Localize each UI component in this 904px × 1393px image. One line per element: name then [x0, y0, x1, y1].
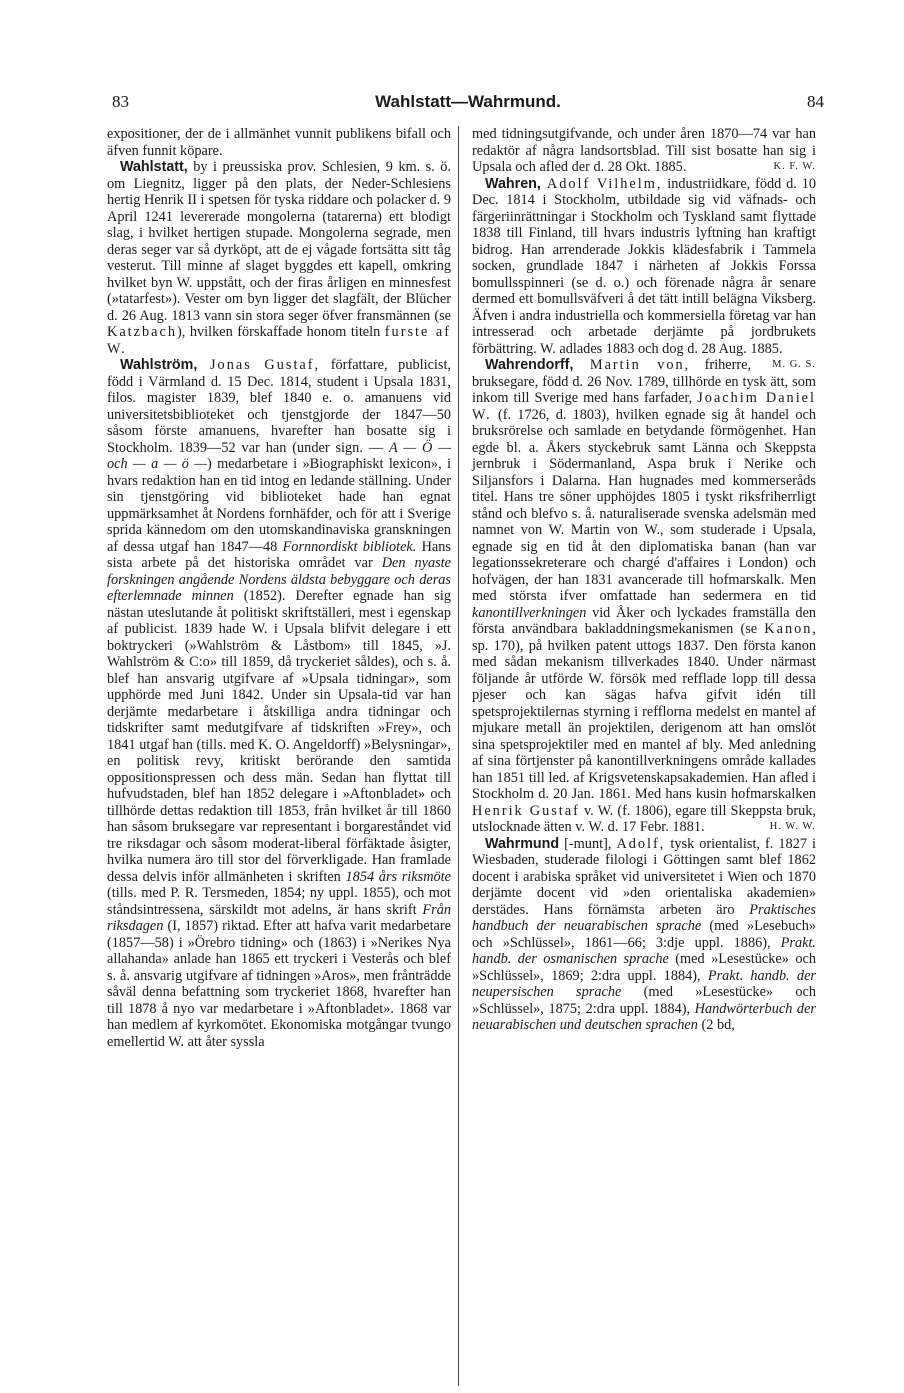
entry-text: med tidningsutgifvande, och under åren 1870—74 var han redaktör af några landsortsblad. Till sist bosatte han sig i Upsala och afled der d. 28 Okt. 1885. [472, 126, 816, 175]
entry-text: vid Åker och lyckades framställa den första användbara bakladdningsmekanismen (se [472, 604, 816, 637]
column-divider [458, 126, 459, 1386]
entry-text: friherre, bruksegare, född d. 26 Nov. 1789, tillhörde en tysk ätt, som inkom till Sverige med hans farfader, [472, 357, 816, 406]
headword: Wahlstatt, [120, 159, 188, 175]
headword: Wahlström, [120, 357, 198, 373]
running-title: Wahlstatt—Wahrmund. [375, 92, 561, 111]
entry-text: ), hvilken förskaffade honom titeln [176, 324, 385, 340]
entry-text: v. W. (f. 1806), egare till Skeppsta bruk, utslocknade ätten v. W. d. 17 Febr. 1881. [472, 802, 816, 835]
entry-text: Hans sista arbete på det historiska området var [107, 538, 451, 571]
work-title: Från riksdagen [107, 901, 451, 934]
continuation-paragraph: expositioner, der de i allmänhet vunnit publikens bifall och äfven funnit köpare. [107, 126, 451, 159]
person-name: Adolf, [616, 835, 666, 852]
person-name: Adolf Vilhelm, [540, 175, 663, 192]
entry-text: (med »Lesestücke» och »Schlüssel», 1875; 2:dra uppl. 1884), [472, 984, 816, 1017]
entry-wahlstrom [107, 357, 451, 1050]
right-column [472, 126, 816, 1034]
entry-text: [-munt], [559, 835, 617, 852]
entry-text: författare, publicist, född i Värmland d. 15 Dec. 1814, student i Upsala 1831, filos. magister 1839, blef 1840 e. o. amanuens vid universitetsbiblioteket och tjenstgjorde der 1847—50 såsom förste amanuens, hvarefter han bosatte sig i Stockholm. 1839—52 var han (under sign. — [107, 357, 451, 456]
person-name: Martin von, [573, 357, 691, 373]
entry-text: (I, 1857) riktad. Efter att hafva varit medarbetare (1857—58) i »Örebro tidning» och (1863) i »Nerikes Nya allahanda» anlade han 1865 ett tryckeri i Vesterås och blef s. å. ansvarig utgifvare af tidningen »Aros», men frånträdde såväl denna befattning som tryckeriet 1868, hvarefter han till 1878 å nyo var medarbetare i »Aftonbladet». 1868 var han medlem af kyrkomötet. Ekonomiska motgångar tvungo emellertid W. att åter syssla [107, 918, 451, 1050]
entry-text: (med »Lesestücke» och »Schlüssel», 1869; 2:dra uppl. 1884), [472, 951, 816, 984]
entry-text: , sp. 170), på hvilken patent uttogs 1837. Den första kanon med sådan mekanism tillverkades 1840. Under närmast följande år utförde W. försök med refflade lopp till dessa pjeser och kan sägas hafva gifvit idén till spetsprojektilernas styrning i refflorna medelst en mantel af mjukare metall än projektilen, derigenom att han omslöt sina spetsprojektiler med en mantel af bly. Med anledning af sina förtjenster på kanontillverkningens område kallades han 1851 till led. af Krigsvetenskapsakademien. Han afled i Stockholm d. 20 Jan. 1861. Med hans kusin hofmarskalken [472, 621, 816, 802]
headword: Wahrmund [485, 835, 560, 852]
work-title: Fornnordiskt bibliotek. [282, 538, 417, 555]
entry-wahlstatt [107, 159, 451, 357]
entry-wahrmund [472, 836, 816, 1034]
author-signature: M. G. S. [772, 359, 816, 370]
entry-text: tysk orientalist, f. 1827 i Wiesbaden, studerade filologi i Göttingen samt blef 1862 docent i arabiska språket vid universitetet i Wien och 1870 derjämte docent vid »den orientaliska akademien» derstädes. Hans förnämsta arbeten äro [472, 835, 816, 918]
entry-text: industriidkare, född d. 10 Dec. 1814 i Stockholm, utbildade sig vid väfnads- och färgeriinrättningar i Stockholm och Tyskland samt flyttade 1838 till Finland, till hvars industris lyftning han kraftigt bidrog. Han arrenderade Jokkis klädesfabrik i Tammela socken, grundlade 1847 i närheten af Jokkis Forssa bomullsspinneri (se d. o.) och förenade några år senare dermed ett bomullsväfveri å det tätt intill belägna Viksberg. Äfven i andra industriella och kommersiella företag var han intresserad och arbetade derjämte på jordbrukets förbättring. W. adlades 1883 och dog d. 28 Aug. 1885. [472, 175, 816, 357]
person-name: Joachim Daniel W. [472, 390, 816, 423]
page-number-right: 84 [807, 92, 824, 111]
person-name: Henrik Gustaf [472, 802, 580, 819]
work-title: 1854 års riksmöte [345, 868, 451, 885]
cross-reference: Katzbach [107, 324, 177, 340]
cross-reference: Kanon [764, 621, 813, 637]
work-title: Praktisches handbuch der neuarabischen sprache [472, 901, 816, 934]
author-signature: H. W. W. [769, 821, 816, 832]
entry-text: (med »Lesebuch» och »Schlüssel», 1861—66; 3:dje uppl. 1886), [472, 918, 816, 951]
work-title: Prakt. handb. der osmanischen sprache [472, 934, 816, 967]
entry-text: (1852). Derefter egnade han sig nästan uteslutande åt politiskt skriftställeri, mest i egenskap af publicist. 1839 hade W. i Upsala blifvit delegare i ett boktryckeri (»Wahlström & Låstbom» till 1845, »J. Wahlström & C:o» till 1859, då tryckeriet såldes), och s. å. blef han ansvarig utgifvare af »Upsala tidningar», som upphörde med Juni 1842. Under sin Upsala-tid var han derjämte medarbetare i åtskilliga andra tidningar och tidskrifter samt medutgifvare af tidskriften »Frey», och 1841 utgaf han (tills. med K. O. Angeldorff) »Belysningar», en politisk revy, kritiskt berörande den samtida oppositionspressen och dess män. Sedan han flyttat till hufvudstaden, blef han 1852 delegare i »Aftonbladet» och tillhörde dettas redaktion till 1853, från hvilket år till 1860 han såsom bruksegare var representant i borgareståndet vid tre riksdagar och såsom moderat-liberal förfäktade åsigter, hvilka numera äro till stor del förverkligade. Han framlade dessa delvis inför allmänheten i skriften [107, 588, 451, 885]
emphasis: kanontillverkningen [472, 604, 587, 621]
page-number-left: 83 [112, 92, 129, 111]
work-title: Den nyaste forskningen angående Nordens äldsta bebyggare och deras efterlemnade minnen [107, 555, 452, 604]
signature-mark: A — Ö — och — a — ö — [107, 439, 451, 472]
entry-text: by i preussiska prov. Schlesien, 9 km. s. ö. om Liegnitz, ligger på den plats, der Neder-Schlesiens hertig Henrik II i spetsen för tyska riddare och polacker d. 9 April 1241 levererade mongolerna (tatarerna) ett blodigt slag, i hvilket hertigen stupade. Mongolerna segrade, men deras seger var så dyrköpt, att de ej vågade fortsätta sitt tåg vesterut. Till minne af slaget byggdes ett kapell, omkring hvilket byn W. uppstått, och der firas årligen en minnesfest (»tatarfest»). Vester om byn ligger det slagfält, der Blücher d. 26 Aug. 1813 vann sin stora seger öfver fransmännen (se [107, 159, 451, 324]
work-title: Prakt. handb. der neupersischen sprache [472, 967, 816, 1000]
author-signature: K. F. W. [773, 161, 816, 172]
entry-text: (2 bd, [697, 1017, 735, 1033]
headword: Wahren, [485, 175, 541, 192]
work-title: Handwörterbuch der neuarabischen und deutschen sprachen [472, 1000, 816, 1033]
person-name: Jonas Gustaf, [197, 357, 321, 373]
page-header [112, 92, 824, 114]
entry-wahrendorff [472, 357, 816, 836]
entry-text: ) medarbetare i »Biographiskt lexicon», i hvars redaktion han en tid intog en ledande ställning. Under sin tjenstgöring vid biblioteket hade han egnat uppmärksamhet åt Nordens fornhäfder, och för att i Sverige sprida kännedom om den utomskandinaviska granskningen af dessa utgaf han 1847—48 [107, 456, 451, 555]
spaced-text: furste af W. [107, 324, 451, 357]
entry-text: (tills. med P. R. Tersmeden, 1854; ny uppl. 1855), och mot ståndsintressena, särskildt mot adelns, är hans skrift [107, 885, 451, 918]
left-column [107, 126, 451, 1050]
continuation-paragraph [472, 126, 816, 176]
headword: Wahrendorff, [485, 357, 574, 373]
entry-text: (f. 1726, d. 1803), hvilken egnade sig åt handel och bruksrörelse och samlade en betydande förmögenhet. Han egde bl. a. Åkers styckebruk samt Länna och Skeppsta jernbruk i Södermanland, Aspa bruk i Nerike och Siljansfors i Dalarna. Han hugnades med kommerseråds titel. Hans tre söner upphöjdes 1805 i tyskt riksfriherrligt stånd och blefvo s. å. naturaliserade svenska adelsmän med namnet von W. Martin von W., som studerade i Upsala, egnade sig en tid åt den diplomatiska banan (han var legationssekreterare och chargé d'affaires i London) och hofvägen, der han 1831 avancerade till hofmarskalk. Men med största ifver omfattade han sedermera en tid [472, 406, 816, 604]
